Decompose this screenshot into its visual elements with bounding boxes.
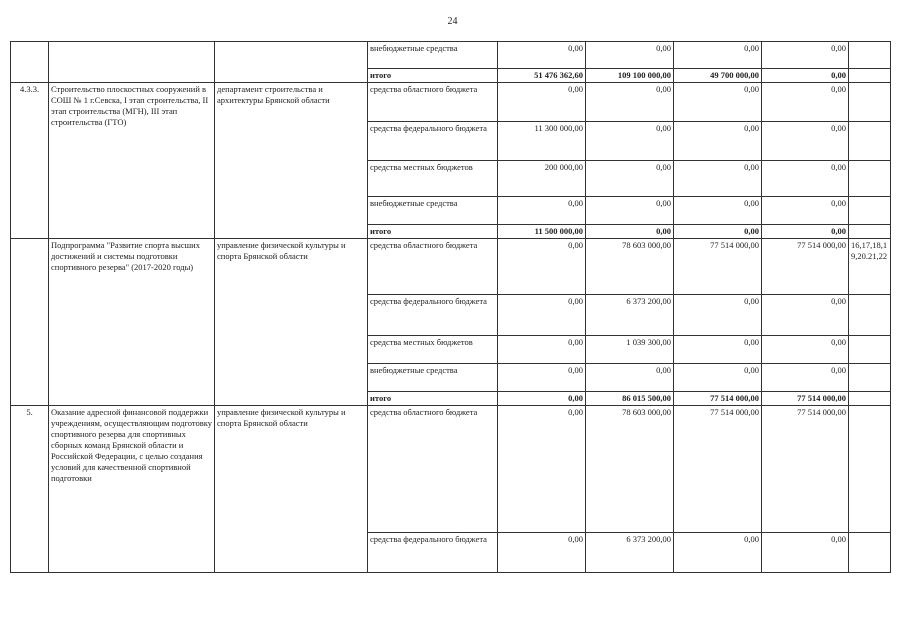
table-row — [11, 42, 891, 69]
cell-value: 11 300 000,00 — [498, 122, 586, 161]
cell-value: 0,00 — [498, 42, 586, 69]
cell-executor: управление физической культуры и спорта Брянской области — [215, 239, 368, 406]
cell-value: 0,00 — [674, 197, 762, 225]
cell-value: 0,00 — [762, 364, 849, 392]
cell-indicators — [849, 197, 891, 225]
cell-source: итого — [368, 225, 498, 239]
cell-name — [49, 42, 215, 83]
cell-value: 109 100 000,00 — [586, 69, 674, 83]
cell-indicators — [849, 295, 891, 336]
cell-value: 0,00 — [586, 161, 674, 197]
cell-value: 6 373 200,00 — [586, 295, 674, 336]
cell-value: 0,00 — [762, 197, 849, 225]
cell-indicators — [849, 69, 891, 83]
cell-executor: департамент строительства и архитектуры Брянской области — [215, 83, 368, 239]
cell-indicators — [849, 83, 891, 122]
cell-value: 0,00 — [762, 295, 849, 336]
cell-indicators: 16,17,18,19,20.21,22 — [849, 239, 891, 295]
cell-value: 0,00 — [586, 197, 674, 225]
cell-value: 0,00 — [498, 336, 586, 364]
cell-source: внебюджетные средства — [368, 197, 498, 225]
cell-value: 0,00 — [586, 364, 674, 392]
cell-value: 0,00 — [498, 295, 586, 336]
cell-value: 77 514 000,00 — [762, 239, 849, 295]
cell-value: 0,00 — [498, 83, 586, 122]
cell-value: 0,00 — [674, 122, 762, 161]
cell-value: 0,00 — [762, 42, 849, 69]
cell-source: итого — [368, 392, 498, 406]
cell-value: 0,00 — [586, 225, 674, 239]
table-row — [11, 406, 891, 533]
cell-value: 0,00 — [674, 42, 762, 69]
cell-value: 0,00 — [762, 225, 849, 239]
cell-value: 0,00 — [762, 161, 849, 197]
cell-value: 78 603 000,00 — [586, 406, 674, 533]
cell-value: 0,00 — [498, 533, 586, 573]
cell-no — [11, 42, 49, 83]
cell-value: 86 015 500,00 — [586, 392, 674, 406]
cell-value: 0,00 — [762, 122, 849, 161]
cell-source: внебюджетные средства — [368, 364, 498, 392]
cell-no: 4.3.3. — [11, 83, 49, 239]
cell-source: средства областного бюджета — [368, 83, 498, 122]
cell-source: внебюджетные средства — [368, 42, 498, 69]
cell-value: 0,00 — [762, 83, 849, 122]
cell-source: итого — [368, 69, 498, 83]
cell-value: 0,00 — [762, 336, 849, 364]
cell-value: 0,00 — [498, 239, 586, 295]
cell-name: Строительство плоскостных сооружений в СОШ № 1 г.Севска, I этап строительства, II этап строительства (МГН), III этап строительства (ГТО) — [49, 83, 215, 239]
cell-value: 77 514 000,00 — [762, 406, 849, 533]
cell-value: 51 476 362,60 — [498, 69, 586, 83]
cell-indicators — [849, 42, 891, 69]
cell-value: 0,00 — [762, 69, 849, 83]
cell-executor — [215, 42, 368, 83]
cell-source: средства федерального бюджета — [368, 533, 498, 573]
cell-value: 0,00 — [674, 533, 762, 573]
cell-value: 0,00 — [498, 406, 586, 533]
cell-indicators — [849, 336, 891, 364]
table-row — [11, 239, 891, 295]
cell-value: 77 514 000,00 — [674, 239, 762, 295]
cell-value: 0,00 — [498, 364, 586, 392]
cell-source: средства федерального бюджета — [368, 122, 498, 161]
cell-indicators — [849, 533, 891, 573]
cell-indicators — [849, 225, 891, 239]
cell-indicators — [849, 161, 891, 197]
cell-indicators — [849, 122, 891, 161]
cell-source: средства местных бюджетов — [368, 161, 498, 197]
cell-executor: управление физической культуры и спорта Брянской области — [215, 406, 368, 573]
cell-value: 0,00 — [674, 83, 762, 122]
cell-source: средства федерального бюджета — [368, 295, 498, 336]
cell-no: 5. — [11, 406, 49, 573]
cell-value: 200 000,00 — [498, 161, 586, 197]
cell-value: 0,00 — [498, 392, 586, 406]
cell-value: 0,00 — [674, 161, 762, 197]
cell-indicators — [849, 392, 891, 406]
cell-value: 77 514 000,00 — [762, 392, 849, 406]
cell-name: Подпрограмма "Развитие спорта высших достижений и системы подготовки спортивного резерва" (2017-2020 годы) — [49, 239, 215, 406]
cell-value: 0,00 — [674, 225, 762, 239]
cell-value: 0,00 — [674, 364, 762, 392]
cell-no — [11, 239, 49, 406]
cell-value: 0,00 — [498, 197, 586, 225]
cell-value: 0,00 — [674, 336, 762, 364]
cell-value: 0,00 — [586, 83, 674, 122]
cell-value: 0,00 — [586, 122, 674, 161]
cell-indicators — [849, 406, 891, 533]
cell-value: 1 039 300,00 — [586, 336, 674, 364]
cell-value: 0,00 — [674, 295, 762, 336]
cell-value: 11 500 000,00 — [498, 225, 586, 239]
cell-indicators — [849, 364, 891, 392]
page-number: 24 — [447, 16, 458, 27]
cell-name: Оказание адресной финансовой поддержки учреждениям, осуществляющим подготовку спортивного резерва для спортивных сборных команд Брянской области и Российской Федерации, с целью создания условий для качественной спортивной подготовки — [49, 406, 215, 573]
cell-source: средства областного бюджета — [368, 239, 498, 295]
cell-source: средства местных бюджетов — [368, 336, 498, 364]
cell-value: 6 373 200,00 — [586, 533, 674, 573]
cell-value: 49 700 000,00 — [674, 69, 762, 83]
table-row — [11, 83, 891, 122]
cell-value: 77 514 000,00 — [674, 406, 762, 533]
cell-value: 78 603 000,00 — [586, 239, 674, 295]
budget-table — [10, 41, 891, 573]
cell-value: 0,00 — [762, 533, 849, 573]
cell-source: средства областного бюджета — [368, 406, 498, 533]
cell-value: 77 514 000,00 — [674, 392, 762, 406]
cell-value: 0,00 — [586, 42, 674, 69]
